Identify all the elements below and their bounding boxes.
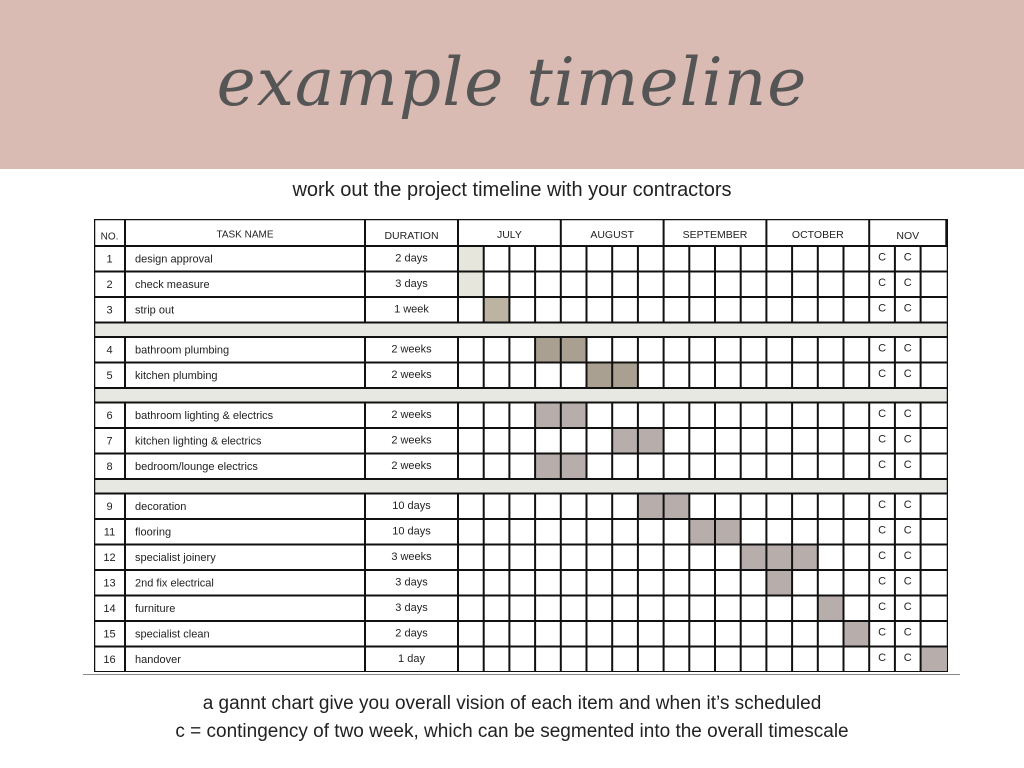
contingency-mark: C xyxy=(878,652,887,665)
task-duration: 2 weeks xyxy=(391,434,432,447)
task-duration: 3 days xyxy=(395,602,428,615)
task-name: kitchen lighting & electrics xyxy=(135,435,262,448)
gantt-bar xyxy=(561,454,587,480)
contingency-mark: C xyxy=(878,408,887,421)
task-name: flooring xyxy=(135,526,172,539)
gantt-bar xyxy=(664,494,690,520)
row-number: 5 xyxy=(106,370,113,383)
gantt-bar xyxy=(741,545,767,571)
contingency-mark: C xyxy=(903,550,912,563)
row-number: 9 xyxy=(106,501,113,514)
gantt-bar xyxy=(458,246,484,272)
task-duration: 2 weeks xyxy=(391,369,432,382)
contingency-mark: C xyxy=(903,277,912,290)
contingency-mark: C xyxy=(878,277,887,290)
row-number: 11 xyxy=(103,526,116,539)
row-number: 2 xyxy=(106,279,113,292)
gantt-bar xyxy=(638,494,664,520)
task-duration: 10 days xyxy=(392,500,431,513)
contingency-mark: C xyxy=(878,251,887,264)
contingency-mark: C xyxy=(878,459,887,472)
row-number: 15 xyxy=(103,628,116,641)
gantt-bar xyxy=(689,519,715,545)
contingency-mark: C xyxy=(878,575,887,588)
gantt-bar xyxy=(535,403,561,429)
contingency-mark: C xyxy=(903,459,912,472)
header-no: NO. xyxy=(100,231,119,243)
gantt-bar xyxy=(587,363,613,389)
task-name: check measure xyxy=(135,279,210,292)
gantt-bar xyxy=(612,428,638,454)
task-name: bedroom/lounge electrics xyxy=(135,461,258,474)
contingency-mark: C xyxy=(878,550,887,563)
task-duration: 10 days xyxy=(392,525,431,538)
task-duration: 2 weeks xyxy=(391,460,432,473)
contingency-mark: C xyxy=(878,368,887,381)
gantt-table xyxy=(94,219,948,672)
gantt-bar xyxy=(612,363,638,389)
header-month: AUGUST xyxy=(590,228,635,241)
contingency-mark: C xyxy=(903,342,912,355)
task-name: decoration xyxy=(135,501,187,514)
contingency-mark: C xyxy=(903,368,912,381)
contingency-mark: C xyxy=(903,433,912,446)
task-name: furniture xyxy=(135,603,176,616)
task-name: bathroom plumbing xyxy=(135,344,230,357)
header-month: SEPTEMBER xyxy=(682,228,748,241)
page-subtitle: work out the project timeline with your contractors xyxy=(292,179,732,201)
footer-note-1: a gannt chart give you overall vision of each item and when it’s scheduled xyxy=(202,693,822,714)
task-name: strip out xyxy=(135,304,175,317)
row-number: 6 xyxy=(106,410,113,423)
contingency-mark: C xyxy=(903,575,912,588)
row-number: 12 xyxy=(103,552,116,565)
gantt-bar xyxy=(844,621,870,647)
gantt-bar xyxy=(484,297,510,323)
task-name: kitchen plumbing xyxy=(135,370,218,383)
footer-note-2: c = contingency of two week, which can be segmented into the overall timescale xyxy=(175,721,849,742)
contingency-mark: C xyxy=(903,302,912,315)
row-number: 1 xyxy=(106,253,113,266)
row-number: 4 xyxy=(106,344,113,357)
contingency-mark: C xyxy=(903,524,912,537)
row-number: 8 xyxy=(106,461,113,474)
task-duration: 2 weeks xyxy=(391,343,432,356)
header-task-name: TASK NAME xyxy=(216,229,274,241)
contingency-mark: C xyxy=(878,601,887,614)
task-name: handover xyxy=(135,654,181,667)
task-name: specialist clean xyxy=(135,628,210,641)
task-duration: 1 week xyxy=(394,303,429,316)
contingency-mark: C xyxy=(903,408,912,421)
contingency-mark: C xyxy=(878,342,887,355)
contingency-mark: C xyxy=(903,626,912,639)
task-duration: 2 days xyxy=(395,252,428,265)
task-duration: 3 weeks xyxy=(391,551,432,564)
section-separator xyxy=(94,323,948,338)
gantt-bar xyxy=(458,272,484,298)
task-duration: 3 days xyxy=(395,576,428,589)
row-number: 7 xyxy=(106,435,113,448)
contingency-mark: C xyxy=(878,626,887,639)
gantt-bar xyxy=(638,428,664,454)
contingency-mark: C xyxy=(903,251,912,264)
header-duration: DURATION xyxy=(384,229,439,242)
gantt-bar xyxy=(535,337,561,363)
task-duration: 2 days xyxy=(395,627,428,640)
contingency-mark: C xyxy=(903,601,912,614)
header-month: JULY xyxy=(496,228,522,241)
gantt-bar xyxy=(766,570,792,596)
gantt-bar xyxy=(715,519,741,545)
row-number: 16 xyxy=(103,654,116,667)
row-number: 3 xyxy=(106,304,113,317)
task-name: bathroom lighting & electrics xyxy=(135,410,274,423)
contingency-mark: C xyxy=(878,499,887,512)
task-duration: 3 days xyxy=(395,278,428,291)
page-title: example timeline xyxy=(216,44,808,121)
row-number: 13 xyxy=(103,577,116,590)
row-number: 14 xyxy=(103,603,116,616)
divider-line xyxy=(83,674,960,675)
gantt-bar xyxy=(818,596,844,622)
header-month: NOV xyxy=(896,229,920,242)
gantt-bar xyxy=(561,337,587,363)
contingency-mark: C xyxy=(903,652,912,665)
header-month: OCTOBER xyxy=(791,228,844,241)
task-duration: 2 weeks xyxy=(391,409,432,422)
contingency-mark: C xyxy=(878,524,887,537)
task-name: 2nd fix electrical xyxy=(135,577,214,590)
gantt-bar xyxy=(792,545,818,571)
task-name: design approval xyxy=(135,253,213,266)
contingency-mark: C xyxy=(878,433,887,446)
gantt-bar xyxy=(561,403,587,429)
contingency-mark: C xyxy=(903,499,912,512)
section-separator xyxy=(94,388,948,403)
task-duration: 1 day xyxy=(398,653,425,666)
section-separator xyxy=(94,479,948,494)
contingency-mark: C xyxy=(878,302,887,315)
gantt-bar xyxy=(921,647,947,673)
task-name: specialist joinery xyxy=(135,552,216,565)
gantt-bar xyxy=(535,454,561,480)
gantt-bar xyxy=(766,545,792,571)
